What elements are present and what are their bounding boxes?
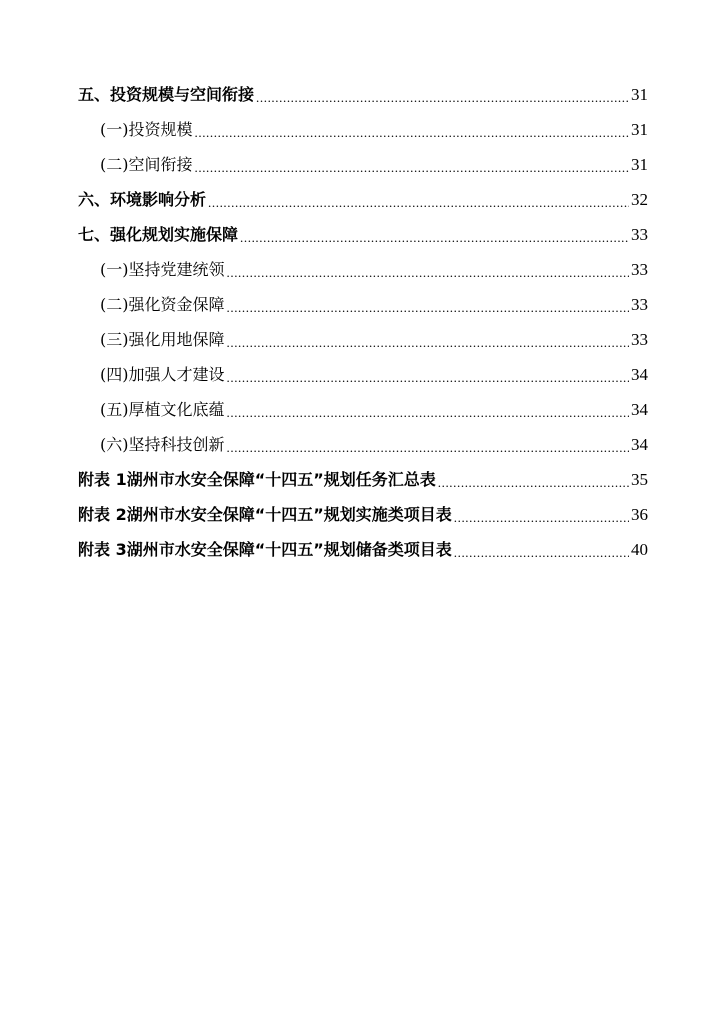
toc-page-number: 31 <box>631 155 648 174</box>
toc-page-number: 36 <box>631 505 648 524</box>
toc-page-number: 33 <box>631 330 648 349</box>
toc-page-number: 40 <box>631 540 648 559</box>
toc-dot-leader <box>227 293 630 317</box>
toc-dot-leader <box>438 468 629 492</box>
toc-entry-section-7-1[interactable] <box>100 258 648 282</box>
toc-entry-section-7-4[interactable] <box>100 363 648 387</box>
toc-dot-leader <box>227 433 630 457</box>
toc-entry-section-7[interactable] <box>78 223 648 247</box>
toc-entry-title: (二)空间衔接 <box>100 155 193 174</box>
toc-entry-title: (三)强化用地保障 <box>100 330 225 349</box>
toc-page-number: 34 <box>631 435 648 454</box>
toc-entry-title: 六、环境影响分析 <box>78 190 207 209</box>
toc-dot-leader <box>227 363 630 387</box>
toc-page-number: 34 <box>631 365 648 384</box>
toc-entry-appendix-2[interactable] <box>78 503 648 527</box>
toc-entry-section-6[interactable] <box>78 188 648 212</box>
toc-entry-title: (二)强化资金保障 <box>100 295 225 314</box>
toc-entry-section-5-2[interactable] <box>100 153 648 177</box>
toc-dot-leader <box>195 118 630 142</box>
toc-dot-leader <box>240 223 629 247</box>
toc-entry-section-5[interactable] <box>78 83 648 107</box>
toc-page-number: 34 <box>631 400 648 419</box>
toc-dot-leader <box>227 398 630 422</box>
toc-page-number: 35 <box>631 470 648 489</box>
toc-entry-title: (一)投资规模 <box>100 120 193 139</box>
toc-dot-leader <box>208 188 629 212</box>
toc-page-number: 33 <box>631 225 648 244</box>
toc-entry-title: (一)坚持党建统领 <box>100 260 225 279</box>
toc-entry-section-5-1[interactable] <box>100 118 648 142</box>
toc-page-number: 31 <box>631 85 648 104</box>
toc-entry-section-7-5[interactable] <box>100 398 648 422</box>
toc-entry-title: 附表 3湖州市水安全保障“十四五”规划储备类项目表 <box>78 540 452 559</box>
toc-dot-leader <box>256 83 629 107</box>
toc-entry-appendix-3[interactable] <box>78 538 648 562</box>
toc-page-number: 31 <box>631 120 648 139</box>
toc-entry-appendix-1[interactable] <box>78 468 648 492</box>
toc-entry-section-7-2[interactable] <box>100 293 648 317</box>
toc-entry-title: (五)厚植文化底蕴 <box>100 400 225 419</box>
toc-entry-title: (四)加强人才建设 <box>100 365 225 384</box>
toc-dot-leader <box>195 153 630 177</box>
toc-entry-title: 五、投资规模与空间衔接 <box>78 85 255 104</box>
toc-page-number: 33 <box>631 295 648 314</box>
toc-entry-title: 七、强化规划实施保障 <box>78 225 239 244</box>
toc-entry-section-7-6[interactable] <box>100 433 648 457</box>
toc-entry-title: 附表 2湖州市水安全保障“十四五”规划实施类项目表 <box>78 505 452 524</box>
toc-dot-leader <box>227 258 630 282</box>
toc-dot-leader <box>227 328 630 352</box>
toc-dot-leader <box>454 538 629 562</box>
toc-entry-title: (六)坚持科技创新 <box>100 435 225 454</box>
toc-dot-leader <box>454 503 629 527</box>
toc-entry-title: 附表 1湖州市水安全保障“十四五”规划任务汇总表 <box>78 470 436 489</box>
toc-entry-section-7-3[interactable] <box>100 328 648 352</box>
toc-page-number: 33 <box>631 260 648 279</box>
toc-page-number: 32 <box>631 190 648 209</box>
